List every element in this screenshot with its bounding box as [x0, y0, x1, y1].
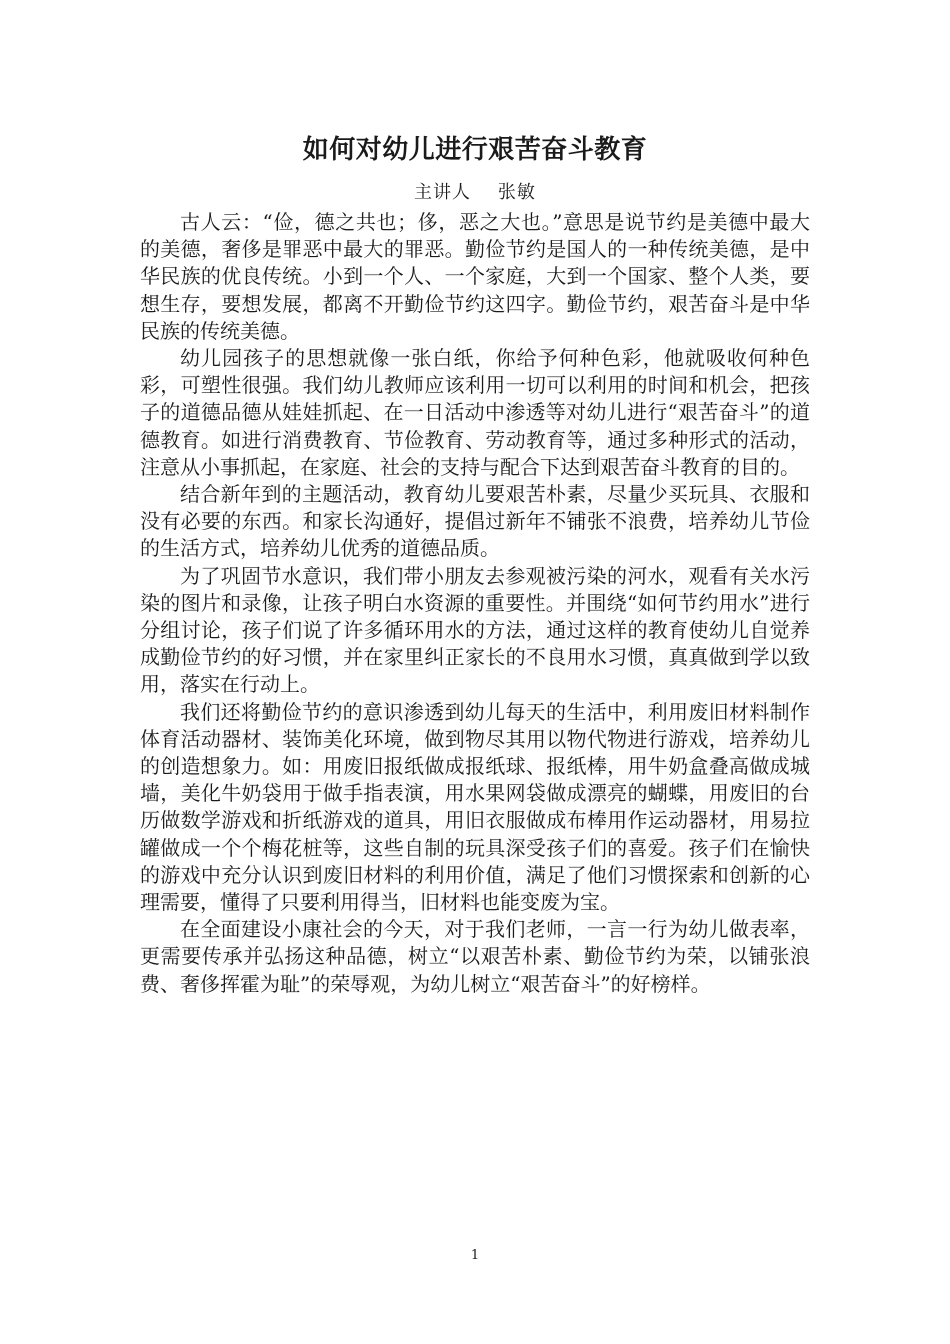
- page-number: 1: [470, 1248, 480, 1263]
- paragraph-4: 为了巩固节水意识，我们带小朋友去参观被污染的河水，观看有关水污染的图片和录像，让孩子明白水资源的重要性。并围绕“如何节约用水”进行分组讨论，孩子们说了许多循环用水的方法，通过这样的教育使幼儿自觉养成勤俭节约的好习惯，并在家里纠正家长的不良用水习惯，真真做到学以致用，落实在行动上。: [140, 563, 810, 697]
- paragraph-3: 结合新年到的主题活动，教育幼儿要艰苦朴素，尽量少买玩具、衣服和没有必要的东西。和家长沟通好，提倡过新年不铺张不浪费，培养幼儿节俭的生活方式，培养幼儿优秀的道德品质。: [140, 482, 810, 561]
- paragraph-1: 古人云：“俭，德之共也；侈，恶之大也。”意思是说节约是美德中最大的美德，奢侈是罪恶中最大的罪恶。勤俭节约是国人的一种传统美德，是中华民族的优良传统。小到一个人、一个家庭，大到一个国家、整个人类，要想生存，要想发展，都离不开勤俭节约这四字。勤俭节约，艰苦奋斗是中华民族的传统美德。: [140, 210, 810, 343]
- paragraph-6: 在全面建设小康社会的今天，对于我们老师，一言一行为幼儿做表率，更需要传承并弘扬这种品德，树立“以艰苦朴素、勤俭节约为荣，以铺张浪费、奢侈挥霍为耻”的荣辱观，为幼儿树立“艰苦奋斗”的好榜样。: [140, 917, 810, 996]
- speaker-line: 主讲人 张敏: [414, 182, 536, 203]
- paragraph-5: 我们还将勤俭节约的意识渗透到幼儿每天的生活中，利用废旧材料制作体育活动器材、装饰美化环境，做到物尽其用以物代物进行游戏，培养幼儿的创造想象力。如：用废旧报纸做成报纸球、报纸棒，用牛奶盒叠高做成城墙，美化牛奶袋用于做手指表演，用水果网袋做成漂亮的蝴蝶，用废旧的台历做数学游戏和折纸游戏的道具，用旧衣服做成布棒用作运动器材，用易拉罐做成一个个梅花桩等，这些自制的玩具深受孩子们的喜爱。孩子们在愉快的游戏中充分认识到废旧材料的利用价值，满足了他们习惯探索和创新的心理需要，懂得了只要利用得当，旧材料也能变废为宝。: [140, 699, 810, 915]
- document-title: 如何对幼儿进行艰苦奋斗教育: [302, 135, 648, 165]
- document-body: [140, 209, 810, 998]
- paragraph-2: 幼儿园孩子的思想就像一张白纸，你给予何种色彩，他就吸收何种色彩，可塑性很强。我们幼儿教师应该利用一切可以利用的时间和机会，把孩子的道德品德从娃娃抓起、在一日活动中渗透等对幼儿进行“艰苦奋斗”的道德教育。如进行消费教育、节俭教育、劳动教育等，通过多种形式的活动，注意从小事抓起，在家庭、社会的支持与配合下达到艰苦奋斗教育的目的。: [140, 346, 810, 479]
